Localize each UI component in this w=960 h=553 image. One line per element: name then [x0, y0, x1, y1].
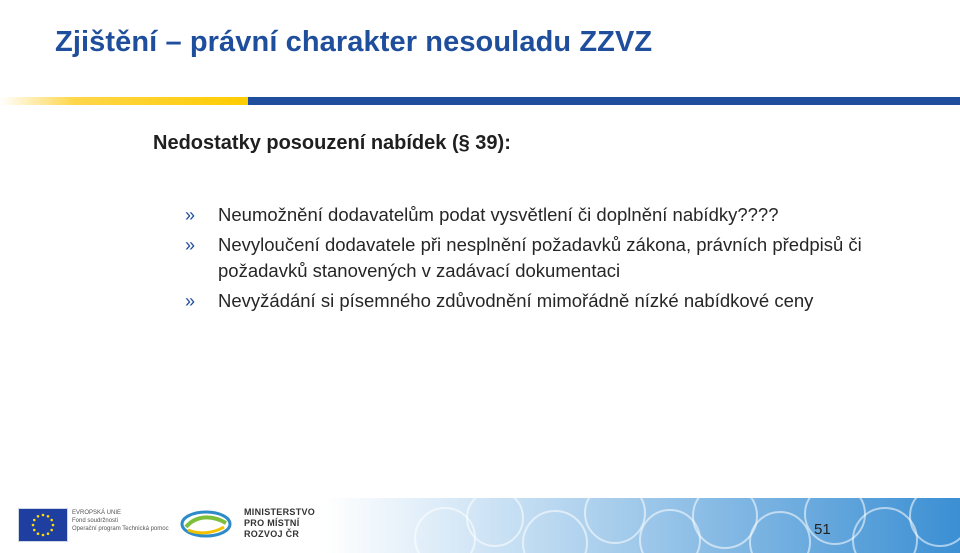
- footer-logos: [0, 495, 340, 553]
- eu-text-line: Fond soudržnosti: [72, 518, 119, 524]
- title-divider-blue: [248, 97, 960, 105]
- title-divider-yellow: [0, 97, 248, 105]
- bullet-item: [185, 288, 875, 314]
- eu-text-line: Operační program Technická pomoc: [72, 526, 169, 532]
- ministry-line: MINISTERSTVO: [244, 507, 316, 517]
- ministry-line: ROZVOJ ČR: [244, 529, 300, 539]
- ministry-name: [244, 507, 315, 540]
- ministry-logo-icon: [180, 509, 232, 539]
- bullet-item: [185, 202, 875, 228]
- ministry-line: PRO MÍSTNÍ: [244, 518, 300, 528]
- bullet-item: [185, 232, 875, 284]
- bullet-text: Neumožnění dodavatelům podat vysvětlení či doplnění nabídky????: [218, 204, 779, 225]
- page-number: 51: [814, 521, 831, 538]
- bullet-text: Nevyžádání si písemného zdůvodnění mimořádně nízké nabídkové ceny: [218, 290, 814, 311]
- bullet-marker: »: [185, 235, 196, 255]
- slide-title: Zjištění – právní charakter nesouladu ZZVZ: [55, 26, 653, 58]
- slide-subtitle: Nedostatky posouzení nabídek (§ 39):: [153, 132, 511, 154]
- bullet-marker: »: [185, 205, 196, 225]
- bullet-text: Nevyloučení dodavatele při nesplnění požadavků zákona, právních předpisů či požadavků stanovených v zadávací dokumentaci: [218, 234, 862, 281]
- bullet-marker: »: [185, 291, 196, 311]
- bullet-list: [185, 202, 875, 318]
- title-divider: [0, 97, 960, 105]
- footer-decoration: [325, 498, 960, 553]
- eu-flag-logo: [18, 508, 68, 542]
- eu-text-line: EVROPSKÁ UNIE: [72, 510, 122, 516]
- eu-program-text: [72, 509, 182, 533]
